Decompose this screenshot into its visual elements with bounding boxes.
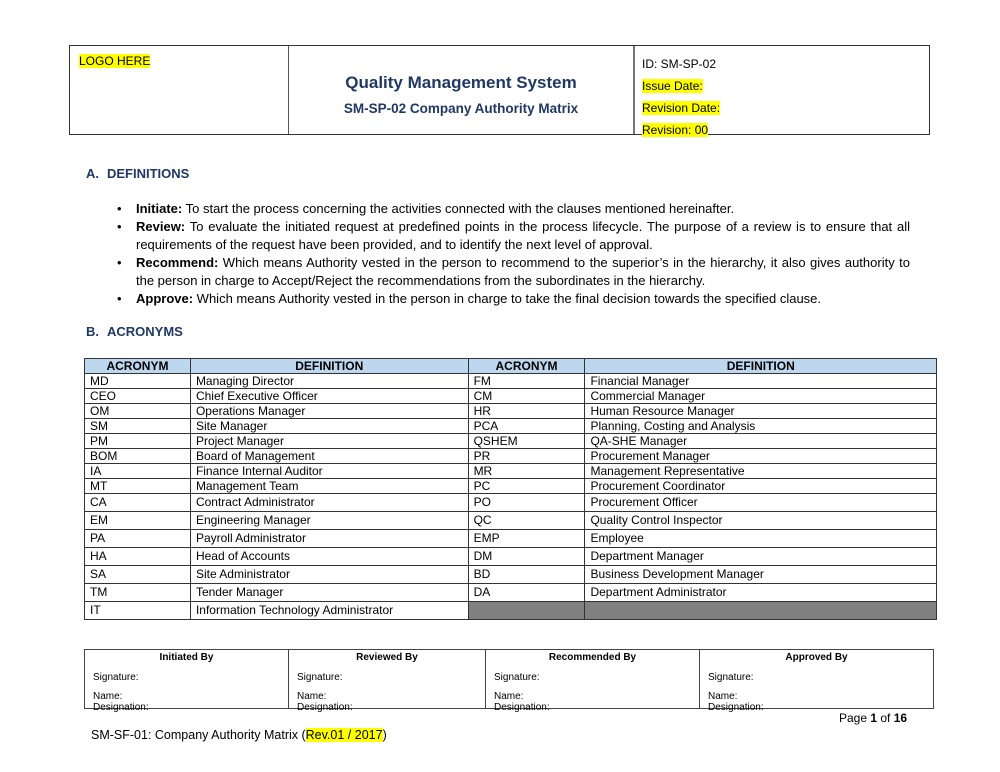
- acronym-cell: EM: [85, 512, 191, 530]
- definition-cell: Procurement Coordinator: [585, 479, 937, 494]
- page-number: Page 1 of 16: [839, 711, 908, 725]
- acronym-cell: PO: [468, 494, 585, 512]
- acronym-cell: BD: [468, 566, 585, 584]
- acronym-cell: EMP: [468, 530, 585, 548]
- definition-cell: Payroll Administrator: [190, 530, 468, 548]
- table-row: [85, 464, 937, 479]
- definition-cell: Finance Internal Auditor: [190, 464, 468, 479]
- definition-cell: Site Manager: [190, 419, 468, 434]
- signature-column-recommended: Recommended By Signature: Name: Designation:: [486, 650, 700, 708]
- acronym-cell: PA: [85, 530, 191, 548]
- definition-cell: Human Resource Manager: [585, 404, 937, 419]
- column-header: ACRONYM: [468, 359, 585, 374]
- acronym-cell: OM: [85, 404, 191, 419]
- definition-cell: Financial Manager: [585, 374, 937, 389]
- table-row: [85, 449, 937, 464]
- acronym-cell: HR: [468, 404, 585, 419]
- logo-cell: [70, 46, 289, 134]
- title-cell: [289, 46, 635, 134]
- definition-cell: QA-SHE Manager: [585, 434, 937, 449]
- acronym-cell: PCA: [468, 419, 585, 434]
- definition-cell: Head of Accounts: [190, 548, 468, 566]
- acronym-cell: IA: [85, 464, 191, 479]
- column-header: ACRONYM: [85, 359, 191, 374]
- definition-cell: Chief Executive Officer: [190, 389, 468, 404]
- acronym-cell: SM: [85, 419, 191, 434]
- acronyms-table: [84, 358, 937, 620]
- definition-cell: [585, 602, 937, 620]
- table-row: [85, 530, 937, 548]
- document-header-table: [69, 45, 930, 135]
- definition-cell: Engineering Manager: [190, 512, 468, 530]
- acronym-cell: SA: [85, 566, 191, 584]
- definition-item: • Initiate: To start the process concerning the activities connected with the clauses mentioned hereinafter.: [117, 201, 735, 216]
- signature-column-approved: Approved By Signature: Name: Designation:: [708, 652, 848, 713]
- acronym-cell: MT: [85, 479, 191, 494]
- definition-cell: Business Development Manager: [585, 566, 937, 584]
- acronym-cell: IT: [85, 602, 191, 620]
- acronym-cell: [468, 602, 585, 620]
- definition-item: • Review: To evaluate the initiated request at predefined points in the process lifecycle. The purpose of a review is to ensure that all requirements of the request have been provided, and to identify the next level of approval.: [117, 219, 910, 252]
- bullet-icon: •: [117, 255, 122, 270]
- table-row: [85, 479, 937, 494]
- acronym-cell: BOM: [85, 449, 191, 464]
- table-row: [85, 548, 937, 566]
- definition-cell: Tender Manager: [190, 584, 468, 602]
- acronym-cell: CA: [85, 494, 191, 512]
- definition-cell: Site Administrator: [190, 566, 468, 584]
- definition-item: • Approve: Which means Authority vested in the person in charge to take the final decision towards the specified clause.: [117, 291, 822, 306]
- acronym-cell: CEO: [85, 389, 191, 404]
- doc-id: ID: SM-SP-02: [642, 57, 717, 71]
- acronym-cell: QSHEM: [468, 434, 585, 449]
- footer-doc-reference: SM-SF-01: Company Authority Matrix (Rev.01 / 2017): [91, 728, 387, 742]
- table-row: [85, 434, 937, 449]
- table-row: [85, 494, 937, 512]
- acronym-cell: CM: [468, 389, 585, 404]
- document-title: Quality Management System: [345, 73, 577, 92]
- definition-cell: Management Team: [190, 479, 468, 494]
- issue-date: Issue Date:: [642, 79, 703, 93]
- signature-table: [84, 649, 934, 713]
- table-row: [85, 512, 937, 530]
- definition-cell: Information Technology Administrator: [190, 602, 468, 620]
- acronym-cell: PC: [468, 479, 585, 494]
- column-header: DEFINITION: [585, 359, 937, 374]
- table-row: [85, 404, 937, 419]
- definition-cell: Procurement Officer: [585, 494, 937, 512]
- column-header: DEFINITION: [190, 359, 468, 374]
- table-row: [85, 602, 937, 620]
- table-header-row: [85, 359, 937, 374]
- section-heading-acronyms: B. ACRONYMS: [86, 324, 183, 339]
- definition-cell: Planning, Costing and Analysis: [585, 419, 937, 434]
- acronym-cell: FM: [468, 374, 585, 389]
- definition-cell: Managing Director: [190, 374, 468, 389]
- acronym-cell: HA: [85, 548, 191, 566]
- acronym-cell: DM: [468, 548, 585, 566]
- table-row: [85, 389, 937, 404]
- bullet-icon: •: [117, 219, 122, 234]
- bullet-icon: •: [117, 201, 122, 216]
- definition-cell: Operations Manager: [190, 404, 468, 419]
- signature-column-initiated: Initiated By Signature: Name: Designation:: [85, 650, 289, 708]
- table-row: [85, 374, 937, 389]
- acronym-cell: TM: [85, 584, 191, 602]
- acronym-cell: PR: [468, 449, 585, 464]
- definition-cell: Project Manager: [190, 434, 468, 449]
- acronym-cell: MR: [468, 464, 585, 479]
- definition-cell: Department Administrator: [585, 584, 937, 602]
- acronym-cell: DA: [468, 584, 585, 602]
- revision-date: Revision Date:: [642, 101, 721, 115]
- definition-cell: Procurement Manager: [585, 449, 937, 464]
- definition-cell: Management Representative: [585, 464, 937, 479]
- acronym-cell: QC: [468, 512, 585, 530]
- definition-cell: Commercial Manager: [585, 389, 937, 404]
- table-row: [85, 419, 937, 434]
- definitions-list: [117, 200, 910, 308]
- document-subtitle: SM-SP-02 Company Authority Matrix: [343, 101, 579, 116]
- logo-placeholder: LOGO HERE: [79, 54, 151, 68]
- definition-cell: Contract Administrator: [190, 494, 468, 512]
- definition-cell: Employee: [585, 530, 937, 548]
- meta-cell: [635, 46, 929, 137]
- definition-item: • Recommend: Which means Authority vested in the person to recommend to the superior’s in the hierarchy, it also gives authority to the person in charge to Accept/Reject the recommendations from the subordinates in the hierarchy.: [117, 255, 910, 288]
- definition-cell: Board of Management: [190, 449, 468, 464]
- definition-cell: Department Manager: [585, 548, 937, 566]
- revision-number: Revision: 00: [642, 123, 709, 137]
- table-row: [85, 566, 937, 584]
- acronym-cell: PM: [85, 434, 191, 449]
- acronym-cell: MD: [85, 374, 191, 389]
- section-heading-definitions: A. DEFINITIONS: [86, 166, 190, 181]
- definition-cell: Quality Control Inspector: [585, 512, 937, 530]
- bullet-icon: •: [117, 291, 122, 306]
- table-row: [85, 584, 937, 602]
- signature-column-reviewed: Reviewed By Signature: Name: Designation:: [289, 650, 486, 708]
